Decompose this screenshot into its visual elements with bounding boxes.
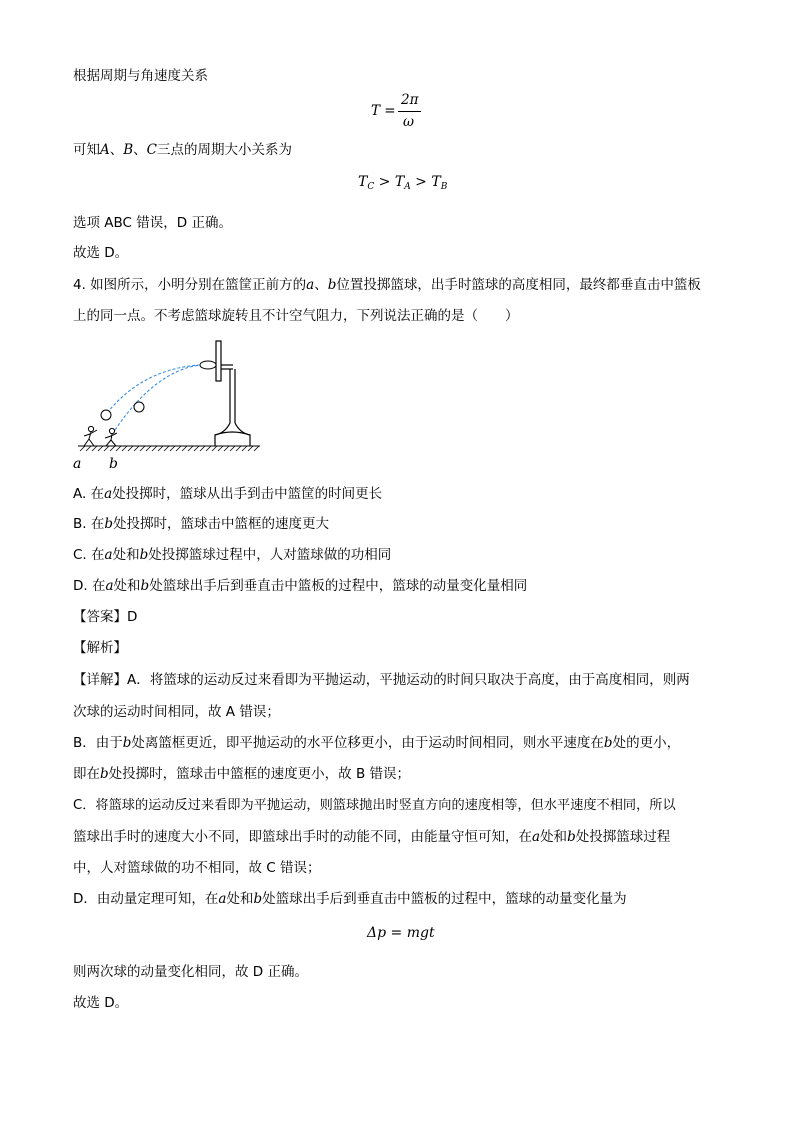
detail-text: D．由动量定理可知，在 bbox=[73, 891, 219, 907]
var-b: b bbox=[327, 277, 337, 293]
detail-text: 处投掷时，篮球击中篮框的速度更小，故 B 错误； bbox=[108, 766, 410, 782]
answer-value: D bbox=[127, 609, 138, 625]
sep: 、 bbox=[109, 142, 124, 158]
detail-c-line-1: C．将篮球的运动反过来看即为平抛运动，则篮球抛出时竖直方向的速度相等，但水平速度不相同，所以 bbox=[73, 798, 676, 813]
var-b: B bbox=[123, 142, 134, 158]
symbol-t: T bbox=[431, 174, 441, 190]
option-d bbox=[73, 576, 527, 596]
detail-b-line-1 bbox=[73, 733, 680, 753]
analysis-tag: 【解析】 bbox=[73, 640, 127, 656]
var-b: b bbox=[104, 516, 114, 532]
answer-line bbox=[73, 607, 137, 627]
question-line-2: 上的同一点。不考虑篮球旋转且不计空气阻力，下列说法正确的是（ ） bbox=[73, 308, 519, 324]
detail-a-line-2: 次球的运动时间相同，故 A 错误； bbox=[73, 704, 280, 720]
symbol-t: T bbox=[394, 174, 405, 190]
var-b: b bbox=[100, 766, 109, 782]
detail-d-line-2: 则两次球的动量变化相同，故 D 正确。 bbox=[73, 964, 308, 980]
prev-conclusion: 选项 ABC 错误，D 正确。 bbox=[73, 215, 232, 231]
compare-post: 三点的周期大小关系为 bbox=[157, 142, 293, 158]
hoop-rim bbox=[200, 361, 216, 369]
detail-select: 故选 D。 bbox=[73, 995, 129, 1011]
basketball-b bbox=[134, 402, 144, 412]
var-a: a bbox=[104, 486, 113, 502]
fraction-bar bbox=[398, 111, 421, 112]
question-text: 4. 如图所示，小明分别在篮筐正前方的 bbox=[73, 277, 307, 293]
basketball-a bbox=[101, 410, 111, 420]
basketball-figure bbox=[70, 335, 270, 475]
option-text: B. 在 bbox=[73, 516, 105, 532]
var-a: a bbox=[306, 277, 315, 293]
detail-text: 处和 bbox=[540, 829, 568, 845]
question-text: 、 bbox=[314, 277, 328, 293]
formula-period-denominator: ω bbox=[403, 114, 415, 130]
var-c: C bbox=[146, 142, 158, 158]
var-a: a bbox=[532, 829, 541, 845]
var-b: b bbox=[253, 891, 263, 907]
answer-tag: 【答案】 bbox=[73, 609, 127, 625]
detail-text: 处的更小， bbox=[612, 735, 681, 751]
detail-c-line-3: 中，人对篮球做的功不相同，故 C 错误； bbox=[73, 860, 321, 876]
option-text: C. 在 bbox=[73, 547, 105, 563]
option-text: 处投掷篮球过程中，人对篮球做的功相同 bbox=[148, 547, 392, 563]
option-text: 处篮球出手后到垂直击中篮板的过程中，篮球的动量变化量相同 bbox=[149, 578, 528, 594]
detail-text: 篮球出手时的速度大小不同，即篮球出手时的动能不同，由能量守恒可知，在 bbox=[73, 829, 532, 845]
var-a: A bbox=[100, 142, 110, 158]
question-text: 位置投掷篮球，出手时篮球的高度相同，最终都垂直击中篮板 bbox=[336, 277, 701, 293]
option-text: A. 在 bbox=[73, 486, 105, 502]
var-a: a bbox=[105, 578, 114, 594]
subscript-b: B bbox=[440, 182, 448, 192]
compare-line bbox=[73, 140, 292, 160]
var-b: b bbox=[567, 829, 576, 845]
option-text: 处投掷时，篮球击中篮框的速度更大 bbox=[113, 516, 330, 532]
subscript-c: C bbox=[367, 182, 375, 192]
option-b bbox=[73, 514, 329, 534]
intro-line: 根据周期与角速度关系 bbox=[73, 68, 208, 84]
detail-text: 处篮球出手后到垂直击中篮板的过程中，篮球的动量变化量为 bbox=[262, 891, 627, 907]
var-b: b bbox=[140, 578, 150, 594]
detail-a-line-1 bbox=[73, 670, 690, 690]
var-b: b bbox=[603, 735, 613, 751]
option-text: 处和 bbox=[112, 547, 140, 563]
option-a bbox=[73, 484, 382, 504]
formula-compare bbox=[358, 174, 447, 192]
formula-period-lhs: T = bbox=[371, 103, 396, 119]
detail-text: 处和 bbox=[226, 891, 254, 907]
compare-pre: 可知 bbox=[73, 142, 100, 158]
trajectory-b bbox=[115, 365, 200, 430]
trajectory-a bbox=[104, 365, 200, 417]
player-b bbox=[105, 428, 117, 446]
formula-period-numerator: 2π bbox=[401, 92, 419, 108]
option-text: D. 在 bbox=[73, 578, 106, 594]
option-text: 处和 bbox=[113, 578, 141, 594]
detail-d-line-1 bbox=[73, 889, 627, 909]
detail-text: 处投掷篮球过程 bbox=[575, 829, 671, 845]
detail-b-line-2 bbox=[73, 764, 410, 784]
detail-text: A．将篮球的运动反过来看即为平抛运动，平抛运动的时间只取决于高度，由于高度相同，则两 bbox=[127, 672, 690, 688]
gt-sign: > bbox=[374, 174, 395, 190]
hoop-stand bbox=[215, 341, 250, 446]
detail-c-line-2 bbox=[73, 827, 670, 847]
figure-label-b: b bbox=[109, 456, 118, 472]
option-c bbox=[73, 545, 391, 565]
var-b: b bbox=[139, 547, 149, 563]
formula-period bbox=[371, 92, 431, 134]
question-line-1 bbox=[73, 275, 701, 295]
detail-text: 即在 bbox=[73, 766, 100, 782]
player-a bbox=[84, 426, 97, 446]
symbol-t: T bbox=[358, 174, 368, 190]
sep: 、 bbox=[133, 142, 147, 158]
prev-select: 故选 D。 bbox=[73, 245, 129, 261]
formula-momentum: Δp = mgt bbox=[367, 925, 435, 941]
option-text: 处投掷时，篮球从出手到击中篮筐的时间更长 bbox=[112, 486, 383, 502]
detail-text: B．由于 bbox=[73, 735, 123, 751]
figure-label-a: a bbox=[73, 456, 82, 472]
var-b: b bbox=[122, 735, 132, 751]
var-a: a bbox=[104, 547, 113, 563]
gt-sign: > bbox=[410, 174, 432, 190]
subscript-a: A bbox=[404, 182, 411, 192]
var-a: a bbox=[218, 891, 227, 907]
ground bbox=[78, 446, 260, 451]
detail-text: 处离篮框更近，即平抛运动的水平位移更小，由于运动时间相同，则水平速度在 bbox=[131, 735, 604, 751]
detail-tag: 【详解】 bbox=[73, 672, 127, 688]
